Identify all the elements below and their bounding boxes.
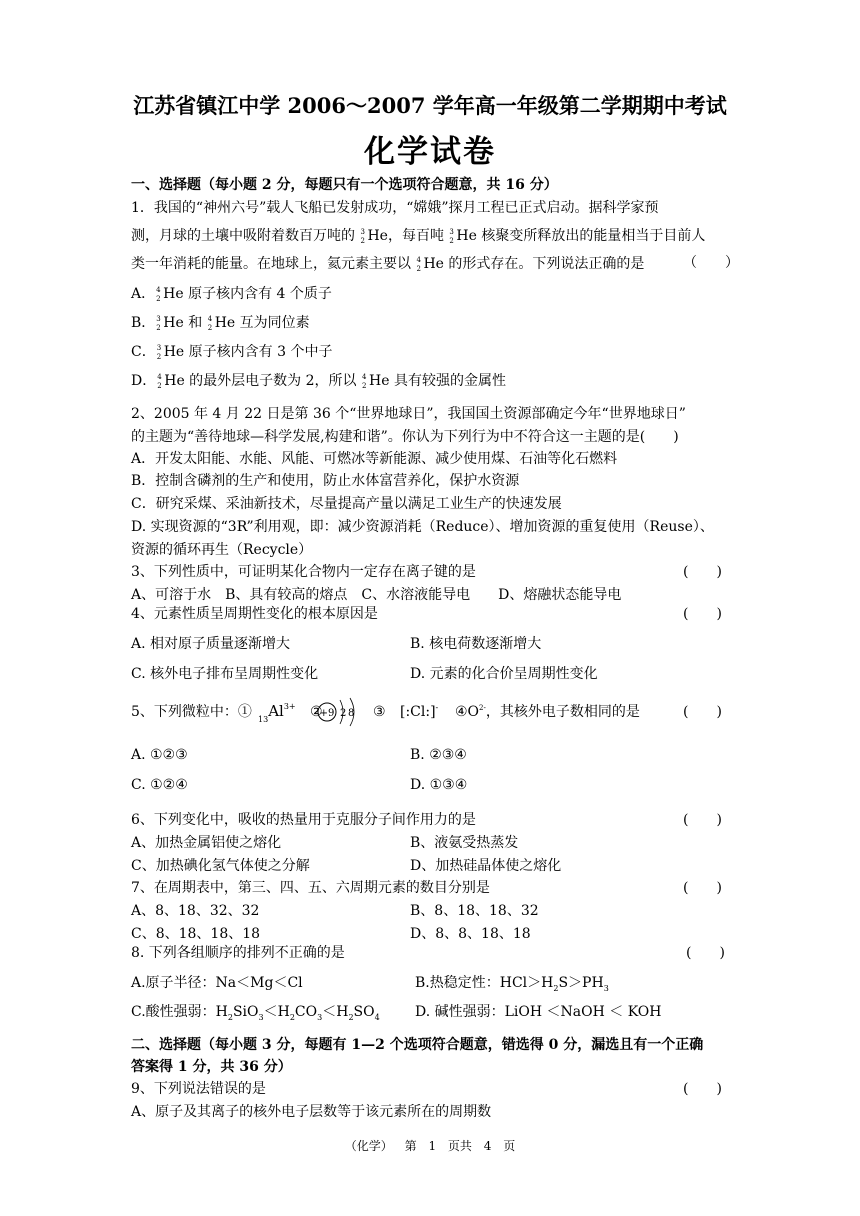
q1-option-b: B． 3 2 He 和 4 2 He 互为同位素 bbox=[131, 315, 310, 332]
q6-option-b: B、液氨受热蒸发 bbox=[410, 835, 519, 851]
exam-title: 江苏省镇江中学 2006～2007 学年高一年级第二学期期中考试 bbox=[133, 93, 727, 118]
q6-option-a: A、加热金属铝使之熔化 bbox=[131, 835, 282, 851]
q8-option-a: A.原子半径：Na＜Mg＜Cl bbox=[131, 975, 303, 991]
q5-option-c: C. ①②④ bbox=[131, 777, 188, 793]
q5-item3-label: ③ bbox=[373, 704, 386, 720]
q4-option-c: C. 核外电子排布呈周期性变化 bbox=[131, 666, 319, 682]
q5-option-b: B. ②③④ bbox=[410, 747, 467, 763]
q9-answer-paren[interactable]: ( ) bbox=[683, 1081, 722, 1097]
nucleus-charge: +9 bbox=[319, 708, 335, 719]
q2-line1: 2、2005 年 4 月 22 日是第 36 个“世界地球日”，我国国土资源部确定今年“世界地球日” bbox=[131, 406, 686, 422]
section2-heading-line2: 答案得 1 分，共 36 分） bbox=[131, 1059, 292, 1075]
q7-option-c: C、8、18、18、18 bbox=[131, 926, 261, 942]
q7-stem: 7、在周期表中，第三、四、五、六周期元素的数目分别是 bbox=[131, 880, 490, 896]
q1-answer-paren[interactable]: （ ） bbox=[683, 255, 739, 271]
q7-option-a: A、8、18、32、32 bbox=[131, 903, 260, 919]
q8-option-b: B.热稳定性：$HCl>H_2S>PH_3$ bbox=[415, 975, 609, 993]
section1-heading: 一、选择题（每小题 2 分，每题只有一个选项符合题意，共 16 分） bbox=[131, 177, 558, 193]
q4-stem: 4、元素性质呈周期性变化的根本原因是 bbox=[131, 606, 378, 622]
q8-option-d: D. 碱性强弱：LiOH ＜NaOH ＜ KOH bbox=[415, 1004, 662, 1020]
q5-chloride-ion: [:Cl:]- bbox=[400, 703, 439, 720]
q3-stem: 3、下列性质中，可证明某化合物内一定存在离子键的是 bbox=[131, 564, 476, 580]
q6-answer-paren[interactable]: ( ) bbox=[683, 812, 722, 828]
q4-option-d: D. 元素的化合价呈周期性变化 bbox=[410, 666, 598, 682]
q7-option-d: D、8、8、18、18 bbox=[410, 926, 531, 942]
q3-options: A、可溶于水 B、具有较高的熔点 C、水溶液能导电 D、熔融状态能导电 bbox=[131, 587, 622, 603]
q2-line2: 的主题为“善待地球—科学发展,构建和谐”。你认为下列行为中不符合这一主题的是( ) bbox=[131, 429, 679, 445]
shell1-electrons: 2 bbox=[340, 708, 347, 719]
q1-line3: 类一年消耗的能量。在地球上，氦元素主要以 4 2 He 的形式存在。下列说法正确的是 bbox=[131, 256, 645, 273]
exam-subtitle: 化学试卷 bbox=[364, 134, 496, 170]
isotope-he3: 3 2 bbox=[360, 228, 365, 245]
q5-answer-paren[interactable]: ( ) bbox=[683, 704, 722, 720]
q8-answer-paren[interactable]: ( ) bbox=[686, 945, 725, 961]
atom-structure-diagram bbox=[300, 694, 380, 734]
q1-line2: 测，月球的土壤中吸附着数百万吨的 3 2 He，每百吨 3 2 He 核聚变所释放出的能量相当于目前人 bbox=[131, 228, 706, 245]
page-footer: （化学） 第 1 页共 4 页 bbox=[344, 1139, 516, 1153]
q2-option-d: D. 实现资源的“3R”利用观，即：减少资源消耗（Reduce）、增加资源的重复使用（Reuse）、 bbox=[131, 519, 714, 535]
q3-answer-paren[interactable]: ( ) bbox=[683, 564, 722, 580]
q9-option-a: A、原子及其离子的核外电子层数等于该元素所在的周期数 bbox=[131, 1104, 492, 1120]
q8-stem: 8. 下列各组顺序的排列不正确的是 bbox=[131, 945, 345, 961]
page-total: 4 bbox=[483, 1139, 492, 1153]
q8-option-c: C.酸性强弱：$H_2SiO_3<H_2CO_3<H_2SO_4$ bbox=[131, 1004, 380, 1022]
q4-option-b: B. 核电荷数逐渐增大 bbox=[410, 636, 542, 652]
isotope-he3: 3 2 bbox=[449, 228, 454, 245]
section2-heading-line1: 二、选择题（每小题 3 分，每题有 1—2 个选项符合题意，错选得 0 分，漏选且有一个正确 bbox=[131, 1037, 704, 1053]
page-number: 1 bbox=[428, 1139, 437, 1153]
q1-line1: 1．我国的“神州六号”载人飞船已发射成功，“嫦娥”探月工程已正式启动。据科学家预 bbox=[131, 200, 659, 216]
q1-option-d: D． 4 2 He 的最外层电子数为 2，所以 4 2 He 具有较强的金属性 bbox=[131, 373, 506, 390]
q1-option-a: A． 4 2 He 原子核内含有 4 个质子 bbox=[131, 286, 332, 303]
isotope-he4: 4 2 bbox=[416, 256, 421, 273]
q5-aluminum-ion: $_{13}Al^{3+}$ bbox=[258, 702, 296, 724]
q2-option-b: B．控制含磷剂的生产和使用，防止水体富营养化，保护水资源 bbox=[131, 473, 520, 489]
q5-stem-part1: 5、下列微粒中：① bbox=[131, 704, 252, 720]
q5-item2-label: ② bbox=[310, 704, 323, 720]
shell2-electrons: 8 bbox=[348, 708, 355, 719]
q7-option-b: B、8、18、18、32 bbox=[410, 903, 539, 919]
q7-answer-paren[interactable]: ( ) bbox=[683, 880, 722, 896]
q5-option-d: D. ①③④ bbox=[410, 777, 468, 793]
q6-option-d: D、加热硅晶体使之熔化 bbox=[410, 858, 562, 874]
q6-stem: 6、下列变化中，吸收的热量用于克服分子间作用力的是 bbox=[131, 812, 476, 828]
q5-option-a: A. ①②③ bbox=[131, 747, 188, 763]
q5-stem-part4: $④O^{2-}$，其核外电子数相同的是 bbox=[455, 704, 640, 720]
q2-option-a: A．开发太阳能、水能、风能、可燃冰等新能源、减少使用煤、石油等化石燃料 bbox=[131, 451, 618, 467]
q9-stem: 9、下列说法错误的是 bbox=[131, 1081, 266, 1097]
q1-option-c: C． 3 2 He 原子核内含有 3 个中子 bbox=[131, 344, 333, 361]
q2-option-c: C．研究采煤、采油新技术，尽量提高产量以满足工业生产的快速发展 bbox=[131, 496, 562, 512]
q6-option-c: C、加热碘化氢气体使之分解 bbox=[131, 858, 310, 874]
q2-option-d-cont: 资源的循环再生（Recycle） bbox=[131, 542, 313, 558]
q4-option-a: A. 相对原子质量逐渐增大 bbox=[131, 636, 291, 652]
q4-answer-paren[interactable]: ( ) bbox=[683, 606, 722, 622]
